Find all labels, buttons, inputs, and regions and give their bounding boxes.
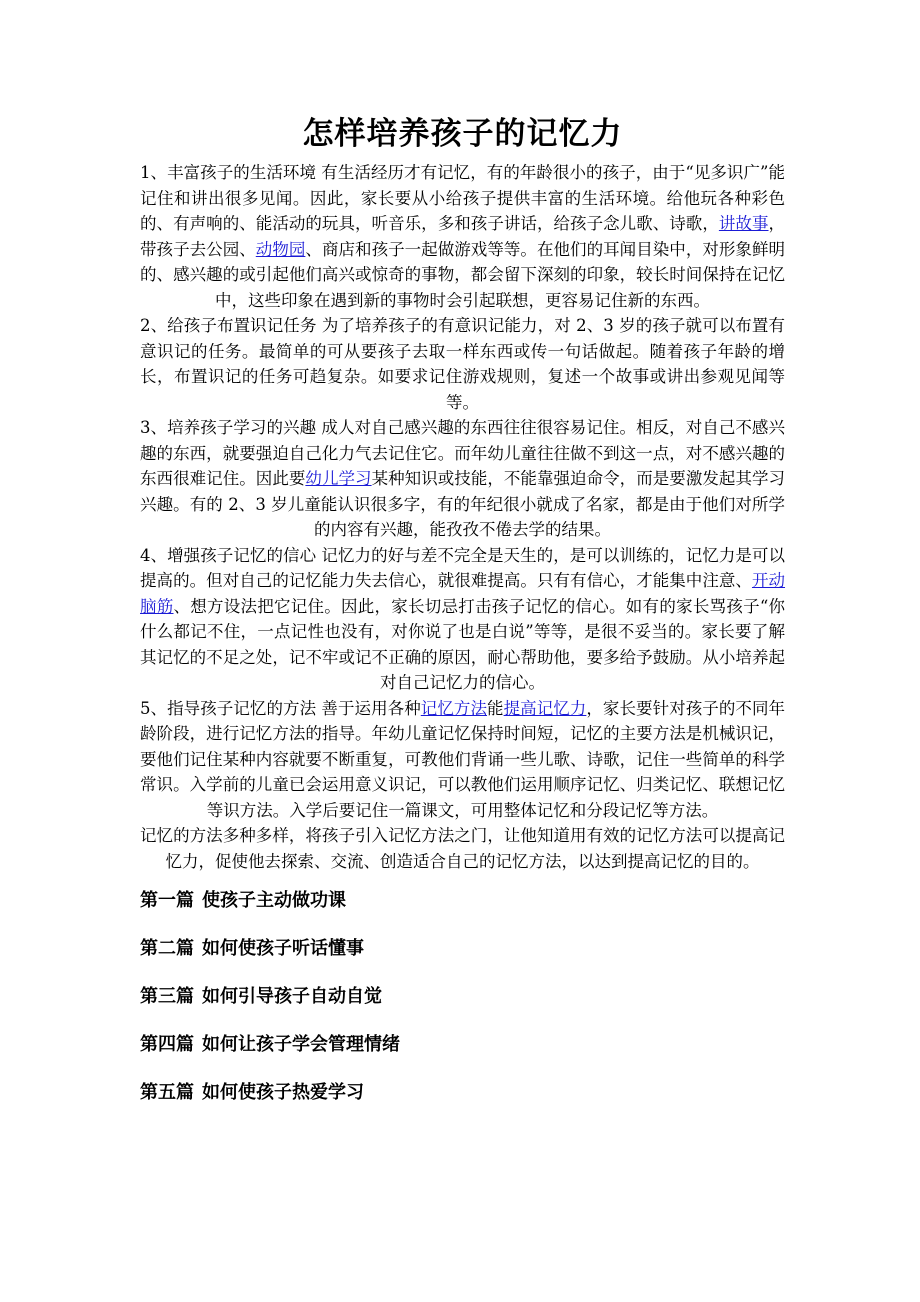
chapter-title: 如何使孩子热爱学习 [202,1082,364,1103]
inline-link[interactable]: 提高记忆力 [503,698,587,718]
paragraph-text: 、想方设法把它记住。因此，家长切忌打击孩子记忆的信心。如有的家长骂孩子“你什么都记不住，一点记性也没有，对你说了也是白说”等等，是很不妥当的。家长要了解其记忆的不足之处，记不牢或记不正确的原因，耐心帮助他，要多给予鼓励。从小培养起对自己记忆力的信心。 [140,596,786,692]
chapter-number: 第五篇 [140,1082,194,1103]
chapter-heading [140,936,785,962]
paragraph [140,543,785,696]
chapter-title: 如何引导孩子自动自觉 [202,986,382,1007]
inline-link[interactable]: 开动脑筋 [140,571,786,616]
chapter-title: 使孩子主动做功课 [202,890,346,911]
paragraph-text: 1、丰富孩子的生活环境 有生活经历才有记忆，有的年龄很小的孩子，由于“见多识广”能记住和讲出很多见闻。因此，家长要从小给孩子提供丰富的生活环境。给他玩各种彩色的、有声响的、能活动的玩具，听音乐，多和孩子讲话，给孩子念儿歌、诗歌， [140,163,785,233]
chapter-list [140,888,785,1106]
inline-link[interactable]: 幼儿学习 [305,469,372,488]
chapter-number: 第一篇 [140,890,194,911]
document-page [140,112,785,1128]
chapter-title: 如何让孩子学会管理情绪 [202,1034,400,1055]
paragraph-text: 5、指导孩子记忆的方法 善于运用各种 [140,698,421,718]
paragraph-text: 某种知识或技能，不能靠强迫命令，而是要激发起其学习兴趣。有的 2、3 岁儿童能认识很多字，有的年纪很小就成了名家，都是由于他们对所学的内容有兴趣，能孜孜不倦去学的结果。 [140,469,786,539]
paragraph-text: 4、增强孩子记忆的信心 记忆力的好与差不完全是天生的，是可以训练的，记忆力是可以提高的。但对自己的记忆能力失去信心，就很难提高。只有有信心，才能集中注意、 [140,545,785,590]
paragraph-text: 、商店和孩子一起做游戏等等。在他们的耳闻目染中，对形象鲜明的、感兴趣的或引起他们高兴或惊奇的事物，都会留下深刻的印象，较长时间保持在记忆中，这些印象在遇到新的事物时会引起联想，更容易记住新的东西。 [140,239,786,310]
page-title: 怎样培养孩子的记忆力 [302,116,623,152]
inline-link[interactable]: 记忆方法 [420,698,488,718]
chapter-number: 第二篇 [140,938,194,959]
chapter-heading [140,1080,785,1106]
paragraph-text: 3、培养孩子学习的兴趣 成人对自己感兴趣的东西往往很容易记住。相反，对自己不感兴趣的东西，就要强迫自己化力气去记住它。而年幼儿童往往做不到这一点，对不感兴趣的东西很难记住。因此要 [140,418,785,488]
paragraph-text: 能 [487,698,504,718]
paragraph [140,415,785,543]
chapter-number: 第四篇 [140,1034,194,1055]
article-body [140,160,785,874]
paragraph-text: 2、给孩子布置识记任务 为了培养孩子的有意识记能力，对 2、3 岁的孩子就可以布置有意识记的任务。最简单的可从要孩子去取一样东西或传一句话做起。随着孩子年龄的增长，布置识记的任务可趋复杂。如要求记住游戏规则，复述一个故事或讲出参观见闻等等。 [140,316,785,412]
inline-link[interactable]: 讲故事 [718,214,769,233]
paragraph-text: ，家长要针对孩子的不同年龄阶段，进行记忆方法的指导。年幼儿童记忆保持时间短，记忆的主要方法是机械识记，要他们记住某种内容就要不断重复，可教他们背诵一些儿歌、诗歌，记住一些简单的科学常识。入学前的儿童已会运用意义识记，可以教他们运用顺序记忆、归类记忆、联想记忆等识方法。入学后要记住一篇课文，可用整体记忆和分段记忆等方法。 [140,698,786,820]
paragraph-text: ，带孩子去公园、 [140,214,786,259]
paragraph [140,696,785,824]
chapter-heading [140,984,785,1010]
chapter-number: 第三篇 [140,986,194,1007]
paragraph [140,823,785,874]
paragraph [140,160,785,313]
chapter-heading [140,888,785,914]
chapter-heading [140,1032,785,1058]
paragraph-text: 记忆的方法多种多样，将孩子引入记忆方法之门，让他知道用有效的记忆方法可以提高记忆力，促使他去探索、交流、创造适合自己的记忆方法，以达到提高记忆的目的。 [140,826,785,871]
paragraph [140,313,785,415]
chapter-title: 如何使孩子听话懂事 [202,938,364,959]
inline-link[interactable]: 动物园 [255,239,306,259]
